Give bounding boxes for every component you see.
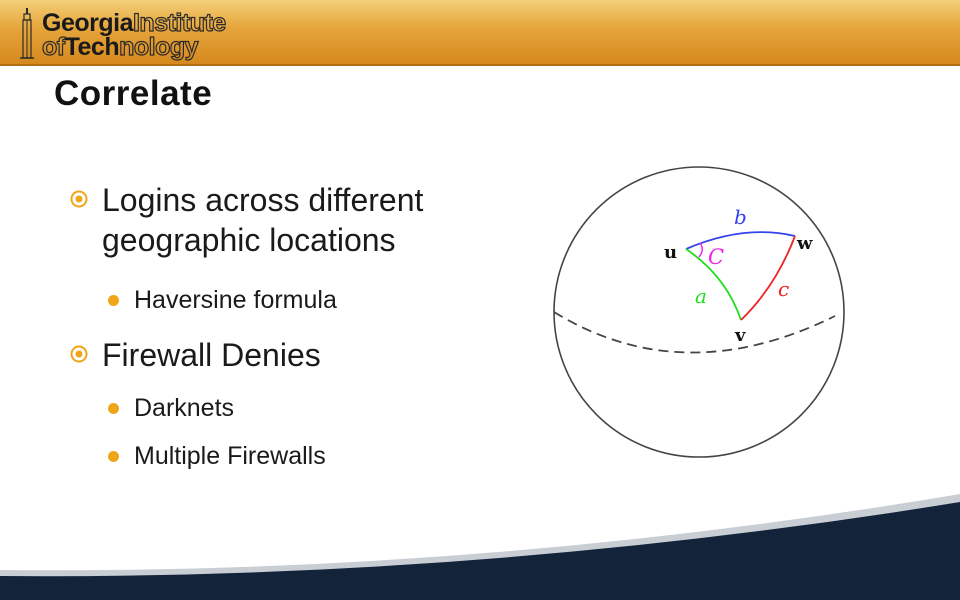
vertex-u-label: u	[664, 242, 678, 263]
angle-c-arc	[699, 243, 702, 257]
vertex-v-label: v	[735, 325, 746, 346]
tower-icon	[20, 8, 34, 60]
georgia-tech-logo	[18, 4, 278, 62]
dot-bullet-icon	[108, 451, 119, 462]
footer-swoosh	[0, 490, 960, 600]
logo-institute: Institute	[132, 9, 226, 37]
bullet-text: Logins across different geographic locations	[102, 182, 424, 258]
equator-dashed	[554, 312, 835, 353]
logo-line-2	[42, 34, 198, 60]
bullet-text: Firewall Denies	[102, 337, 321, 373]
logo-nology: nology	[119, 33, 199, 61]
side-c-label: c	[778, 277, 790, 301]
dot-bullet-icon	[108, 403, 119, 414]
logo-of: of	[42, 33, 65, 61]
logo-tech: Tech	[64, 33, 120, 61]
circle-bullet-icon	[70, 190, 88, 208]
circle-bullet-icon	[70, 345, 88, 363]
vertex-w-label: w	[797, 233, 813, 254]
spherical-triangle-diagram	[548, 166, 848, 466]
angle-c-label: C	[708, 245, 725, 269]
side-b-label: b	[734, 205, 747, 229]
logo-georgia: Georgia	[42, 9, 133, 37]
sphere-outline	[554, 167, 844, 457]
subbullet-text: Darknets	[134, 394, 235, 422]
subbullet-text: Haversine formula	[134, 286, 337, 314]
header-bar	[0, 0, 960, 66]
subbullet-text: Multiple Firewalls	[134, 442, 326, 470]
slide-title: Correlate	[54, 74, 213, 113]
dot-bullet-icon	[108, 295, 119, 306]
side-a-label: a	[695, 284, 707, 308]
